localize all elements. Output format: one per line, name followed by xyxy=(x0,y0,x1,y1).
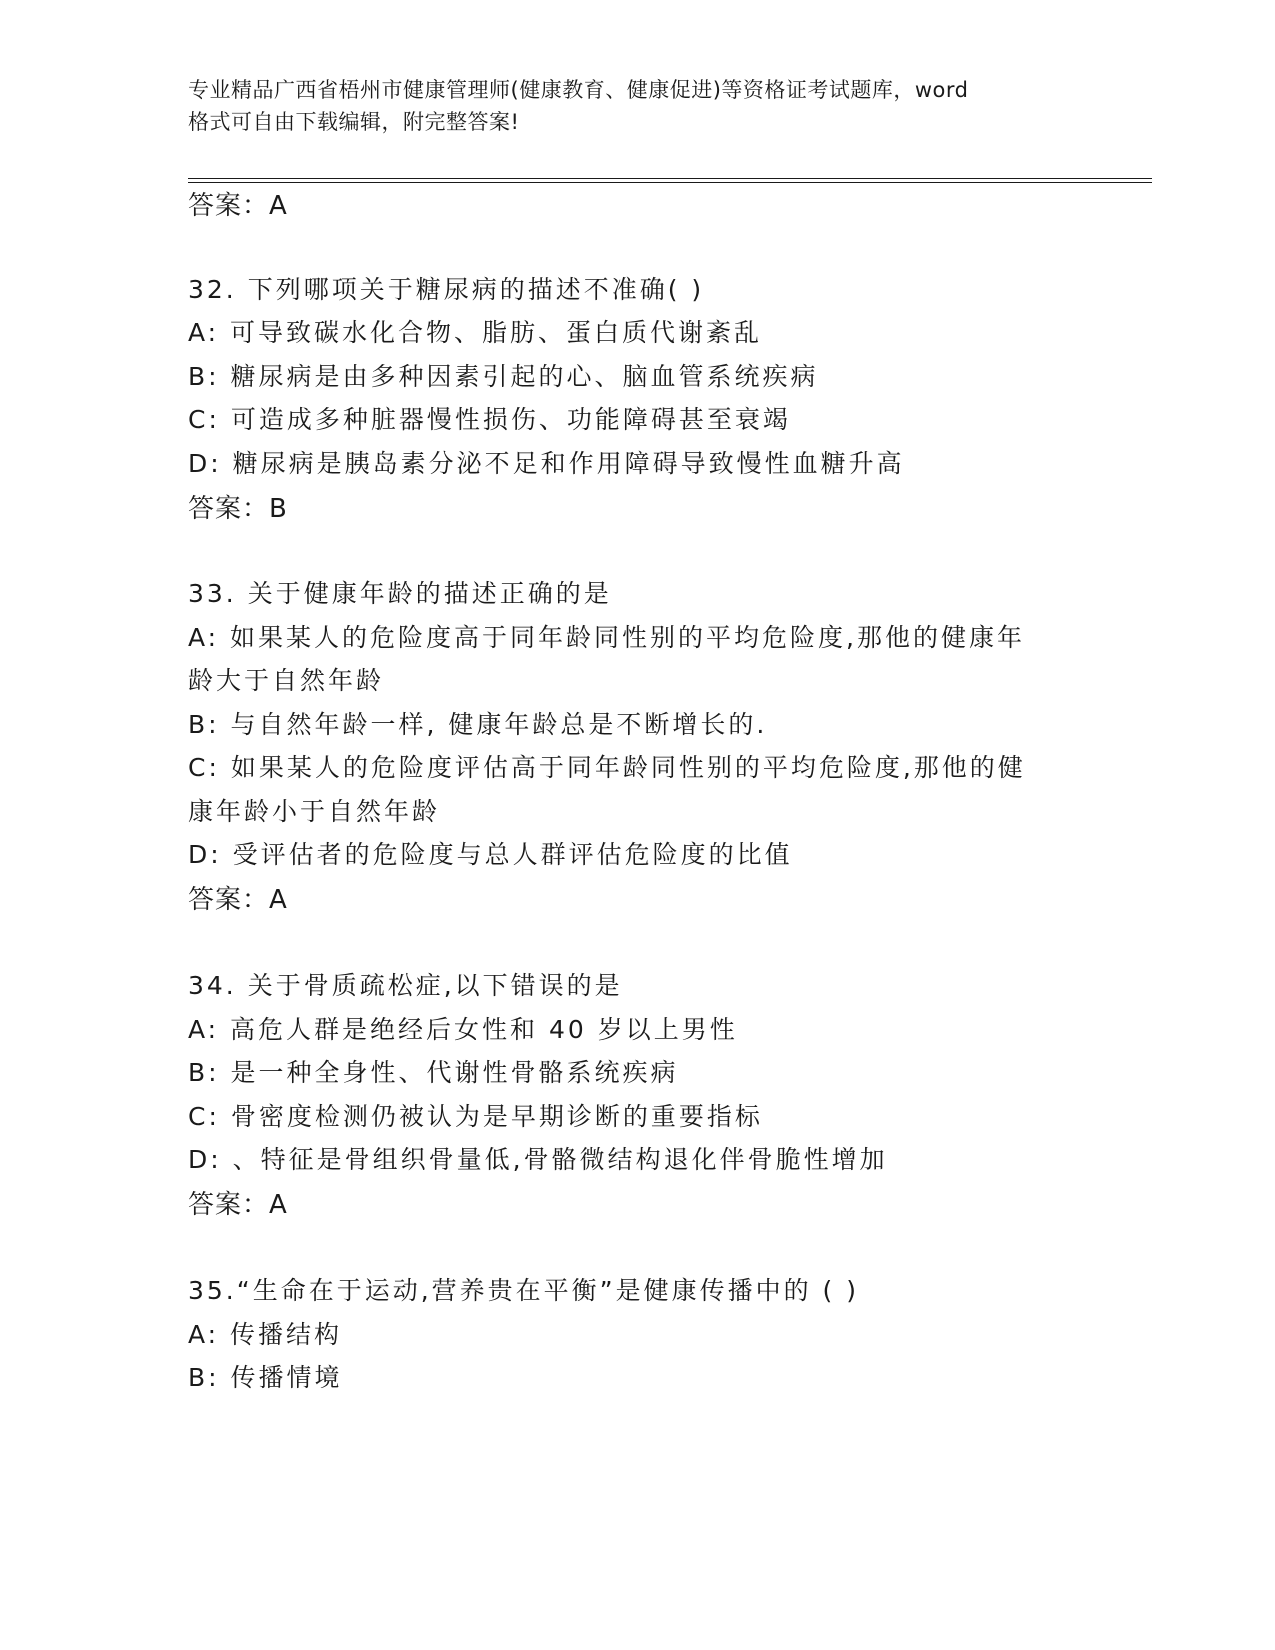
question-33-answer: 答案：A xyxy=(188,885,288,915)
previous-answer: 答案：A xyxy=(188,191,288,221)
question-33-option-b: B: 与自然年龄一样, 健康年龄总是不断增长的. xyxy=(188,710,768,739)
question-32-stem: 32. 下列哪项关于糖尿病的描述不准确( ) xyxy=(188,275,705,304)
page-header xyxy=(188,74,1088,138)
question-35-stem: 35.“生命在于运动,营养贵在平衡”是健康传播中的 ( ) xyxy=(188,1276,860,1305)
question-34-option-a: A: 高危人群是绝经后女性和 40 岁以上男性 xyxy=(188,1015,738,1044)
question-35-option-a: A: 传播结构 xyxy=(188,1320,343,1349)
header-divider-bottom xyxy=(188,182,1152,183)
header-line-1: 专业精品广西省梧州市健康管理师(健康教育、健康促进)等资格证考试题库，word xyxy=(188,78,969,102)
question-32-option-c: C: 可造成多种脏器慢性损伤、功能障碍甚至衰竭 xyxy=(188,405,791,434)
question-34-option-c: C: 骨密度检测仍被认为是早期诊断的重要指标 xyxy=(188,1102,763,1131)
header-divider-top xyxy=(188,178,1152,179)
header-line-2: 格式可自由下载编辑，附完整答案! xyxy=(188,110,520,134)
question-34-option-b: B: 是一种全身性、代谢性骨骼系统疾病 xyxy=(188,1058,679,1087)
question-34-option-d: D: 、特征是骨组织骨量低,骨骼微结构退化伴骨脆性增加 xyxy=(188,1145,888,1174)
question-32-option-d: D: 糖尿病是胰岛素分泌不足和作用障碍导致慢性血糖升高 xyxy=(188,449,905,478)
question-33-option-c-cont: 康年龄小于自然年龄 xyxy=(188,797,441,826)
question-33-option-a: A: 如果某人的危险度高于同年龄同性别的平均危险度,那他的健康年 xyxy=(188,623,1025,652)
question-35-option-b: B: 传播情境 xyxy=(188,1363,343,1392)
question-34-answer: 答案：A xyxy=(188,1190,288,1220)
question-33-option-c: C: 如果某人的危险度评估高于同年龄同性别的平均危险度,那他的健 xyxy=(188,753,1026,782)
question-32-answer: 答案：B xyxy=(188,494,288,524)
question-32-option-a: A: 可导致碳水化合物、脂肪、蛋白质代谢紊乱 xyxy=(188,318,763,347)
question-33-stem: 33. 关于健康年龄的描述正确的是 xyxy=(188,579,612,608)
question-32-option-b: B: 糖尿病是由多种因素引起的心、脑血管系统疾病 xyxy=(188,362,819,391)
question-33-option-a-cont: 龄大于自然年龄 xyxy=(188,666,385,695)
question-33-option-d: D: 受评估者的危险度与总人群评估危险度的比值 xyxy=(188,840,793,869)
question-34-stem: 34. 关于骨质疏松症,以下错误的是 xyxy=(188,971,623,1000)
